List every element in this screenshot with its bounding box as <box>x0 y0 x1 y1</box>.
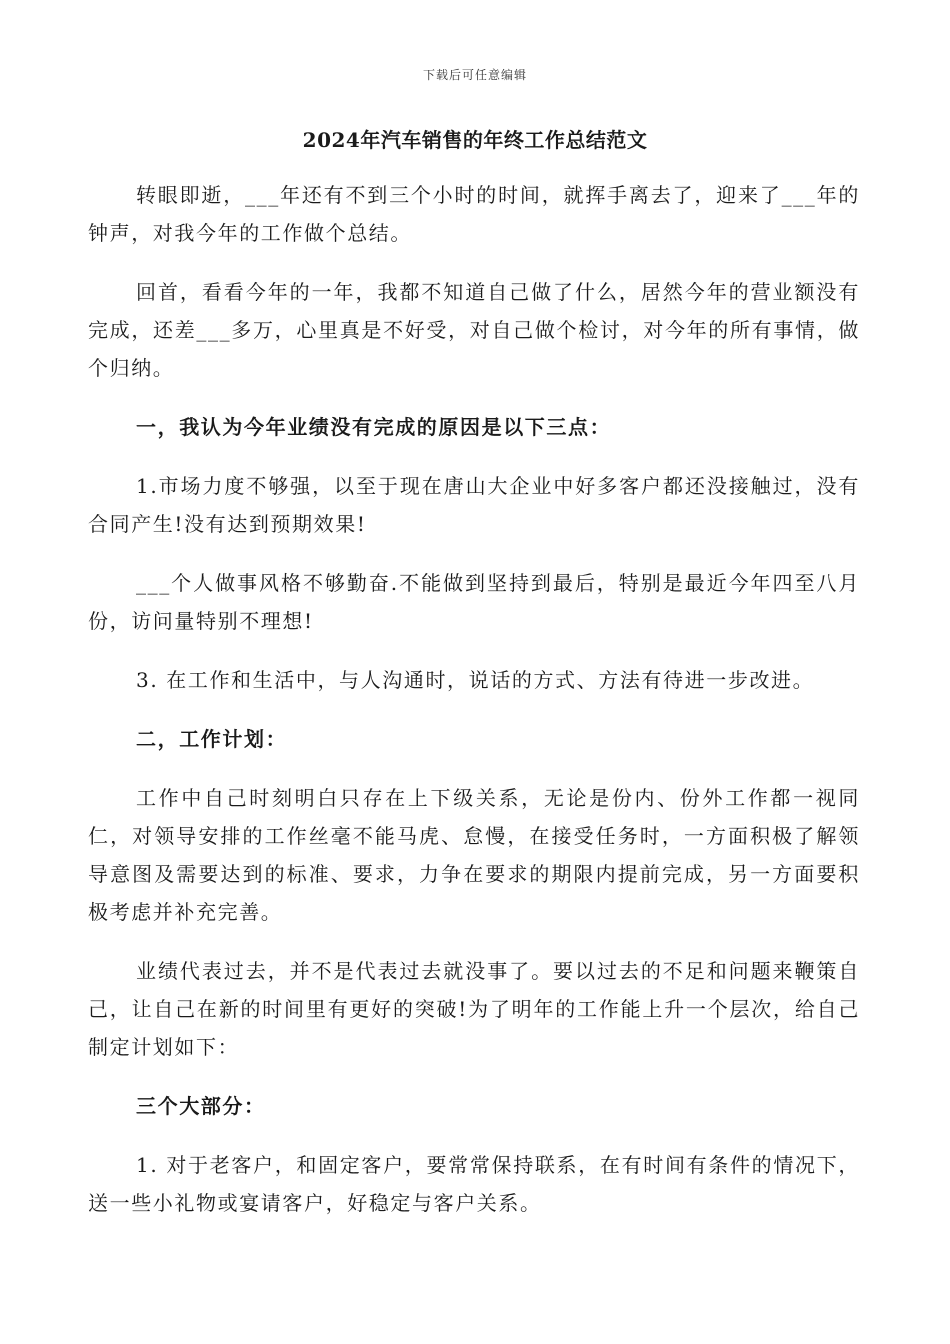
paragraph-part-1: 1. 对于老客户，和固定客户，要常常保持联系，在有时间有条件的情况下，送一些小礼物或宴请客户，好稳定与客户关系。 <box>88 1153 860 1215</box>
document-title: 2024年汽车销售的年终工作总结范文 <box>302 128 648 152</box>
paragraph-plan-goals: 业绩代表过去，并不是代表过去就没事了。要以过去的不足和问题来鞭策自己，让自己在新的时间里有更好的突破!为了明年的工作能上升一个层次，给自己制定计划如下： <box>88 959 860 1059</box>
paragraph-review: 回首，看看今年的一年，我都不知道自己做了什么，居然今年的营业额没有完成，还差___多万，心里真是不好受，对自己做个检讨，对今年的所有事情，做个归纳。 <box>88 280 860 380</box>
section-heading-reasons: 一，我认为今年业绩没有完成的原因是以下三点： <box>136 415 612 439</box>
paragraph-reason-3: 3. 在工作和生活中，与人沟通时，说话的方式、方法有待进一步改进。 <box>136 668 815 692</box>
paragraph-reason-1: 1.市场力度不够强，以至于现在唐山大企业中好多客户都还没接触过，没有合同产生!没有达到预期效果! <box>88 474 860 536</box>
header-note: 下载后可任意编辑 <box>422 68 527 82</box>
paragraph-plan-attitude: 工作中自己时刻明白只存在上下级关系，无论是份内、份外工作都一视同仁，对领导安排的工作丝毫不能马虎、怠慢，在接受任务时，一方面积极了解领导意图及需要达到的标准、要求，力争在要求的期限内提前完成，另一方面要积极考虑并补充完善。 <box>88 786 860 924</box>
paragraph-reason-2: ___个人做事风格不够勤奋.不能做到坚持到最后，特别是最近今年四至八月份，访问量特别不理想! <box>88 571 860 633</box>
document-body <box>88 176 860 1243</box>
section-heading-three-parts: 三个大部分： <box>136 1094 266 1118</box>
paragraph-intro: 转眼即逝，___年还有不到三个小时的时间，就挥手离去了，迎来了___年的钟声，对我今年的工作做个总结。 <box>88 183 860 245</box>
section-heading-plan: 二，工作计划： <box>136 727 288 751</box>
